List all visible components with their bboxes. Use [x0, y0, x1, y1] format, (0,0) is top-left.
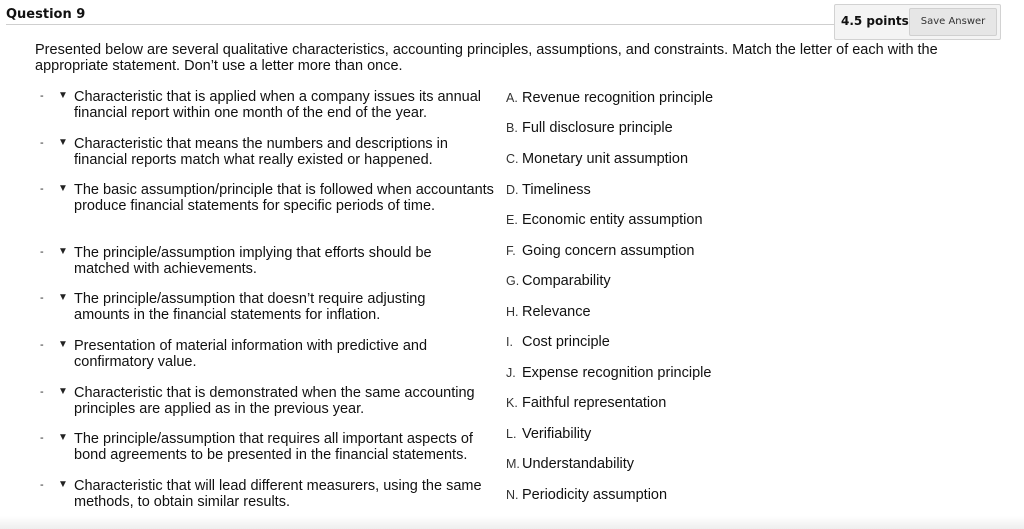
save-answer-button[interactable]: Save Answer [909, 8, 997, 36]
answer-select[interactable] [36, 293, 70, 307]
points-box [834, 4, 1001, 40]
option-item [506, 211, 703, 229]
answer-select[interactable] [36, 340, 70, 354]
option-letter: L. [506, 427, 517, 441]
select-value: - [40, 137, 44, 149]
chevron-down-icon: ▼ [58, 292, 68, 303]
option-text: Monetary unit assumption [522, 151, 689, 167]
option-text: Revenue recognition principle [522, 90, 714, 106]
option-item [506, 364, 711, 382]
answer-select[interactable] [36, 91, 70, 105]
header-divider [6, 24, 834, 25]
answer-select[interactable] [36, 184, 70, 198]
select-value: - [40, 292, 44, 304]
option-letter: J. [506, 366, 516, 380]
chevron-down-icon: ▼ [58, 479, 68, 490]
option-letter: N. [506, 488, 519, 502]
option-letter: A. [506, 91, 518, 105]
option-text: Timeliness [522, 182, 591, 198]
option-item [506, 486, 667, 504]
statement-text: Characteristic that means the numbers and descriptions in financial reports match what really existed or happened. [74, 136, 448, 168]
statement-text: The principle/assumption that requires all important aspects of bond agreements to be presented in the financial statements. [74, 431, 473, 463]
select-value: - [40, 246, 44, 258]
chevron-down-icon: ▼ [58, 137, 68, 148]
select-value: - [40, 90, 44, 102]
option-item [506, 119, 673, 137]
option-text: Faithful representation [522, 395, 667, 411]
option-letter: C. [506, 152, 519, 166]
option-item [506, 150, 688, 168]
option-text: Economic entity assumption [522, 212, 703, 228]
option-item [506, 425, 591, 443]
answer-select[interactable] [36, 247, 70, 261]
statement-text: The principle/assumption that doesn’t require adjusting amounts in the financial statements for inflation. [74, 291, 426, 323]
answer-select[interactable] [36, 138, 70, 152]
option-item [506, 455, 634, 473]
statement-text: Characteristic that will lead different measurers, using the same methods, to obtain similar results. [74, 478, 482, 510]
select-value: - [40, 432, 44, 444]
option-item [506, 181, 591, 199]
option-text: Full disclosure principle [522, 120, 673, 136]
answer-select[interactable] [36, 433, 70, 447]
statement-text: Characteristic that is demonstrated when the same accounting principles are applied as in the previous year. [74, 385, 475, 417]
option-item [506, 272, 611, 290]
option-letter: I. [506, 335, 513, 349]
option-letter: F. [506, 244, 516, 258]
select-value: - [40, 339, 44, 351]
option-text: Comparability [522, 273, 611, 289]
chevron-down-icon: ▼ [58, 90, 68, 101]
statement-text: Presentation of material information with predictive and confirmatory value. [74, 338, 428, 370]
question-header [0, 0, 1024, 44]
option-letter: G. [506, 274, 520, 288]
points-label: 4.5 points [841, 14, 909, 28]
option-item [506, 242, 695, 260]
select-value: - [40, 183, 44, 195]
chevron-down-icon: ▼ [58, 386, 68, 397]
option-letter: B. [506, 121, 518, 135]
answer-select[interactable] [36, 480, 70, 494]
option-letter: E. [506, 213, 518, 227]
option-letter: M. [506, 457, 520, 471]
question-title: Question 9 [6, 7, 86, 22]
chevron-down-icon: ▼ [58, 246, 68, 257]
option-text: Expense recognition principle [522, 365, 712, 381]
option-text: Periodicity assumption [522, 487, 668, 503]
chevron-down-icon: ▼ [58, 339, 68, 350]
option-item [506, 89, 713, 107]
option-text: Relevance [522, 304, 591, 320]
select-value: - [40, 479, 44, 491]
statement-text: The principle/assumption implying that efforts should be matched with achievements. [74, 245, 432, 277]
option-letter: K. [506, 396, 518, 410]
option-item [506, 394, 666, 412]
answer-select[interactable] [36, 387, 70, 401]
option-item [506, 333, 610, 351]
option-letter: H. [506, 305, 519, 319]
option-text: Cost principle [522, 334, 610, 350]
option-letter: D. [506, 183, 519, 197]
chevron-down-icon: ▼ [58, 432, 68, 443]
statement-text: Characteristic that is applied when a company issues its annual financial report within one month of the end of the year. [74, 89, 482, 121]
option-item [506, 303, 591, 321]
option-text: Verifiability [522, 426, 592, 442]
chevron-down-icon: ▼ [58, 183, 68, 194]
option-text: Understandability [522, 456, 635, 472]
option-text: Going concern assumption [522, 243, 695, 259]
select-value: - [40, 386, 44, 398]
statement-text: The basic assumption/principle that is followed when accountants produce financial statements for specific periods of time. [74, 182, 494, 214]
page-footer-shade [0, 516, 1024, 529]
question-prompt: Presented below are several qualitative characteristics, accounting principles, assumptions, and constraints. Match the letter of each with the appropriate statement. Don’t use a letter more than once. [35, 42, 938, 74]
